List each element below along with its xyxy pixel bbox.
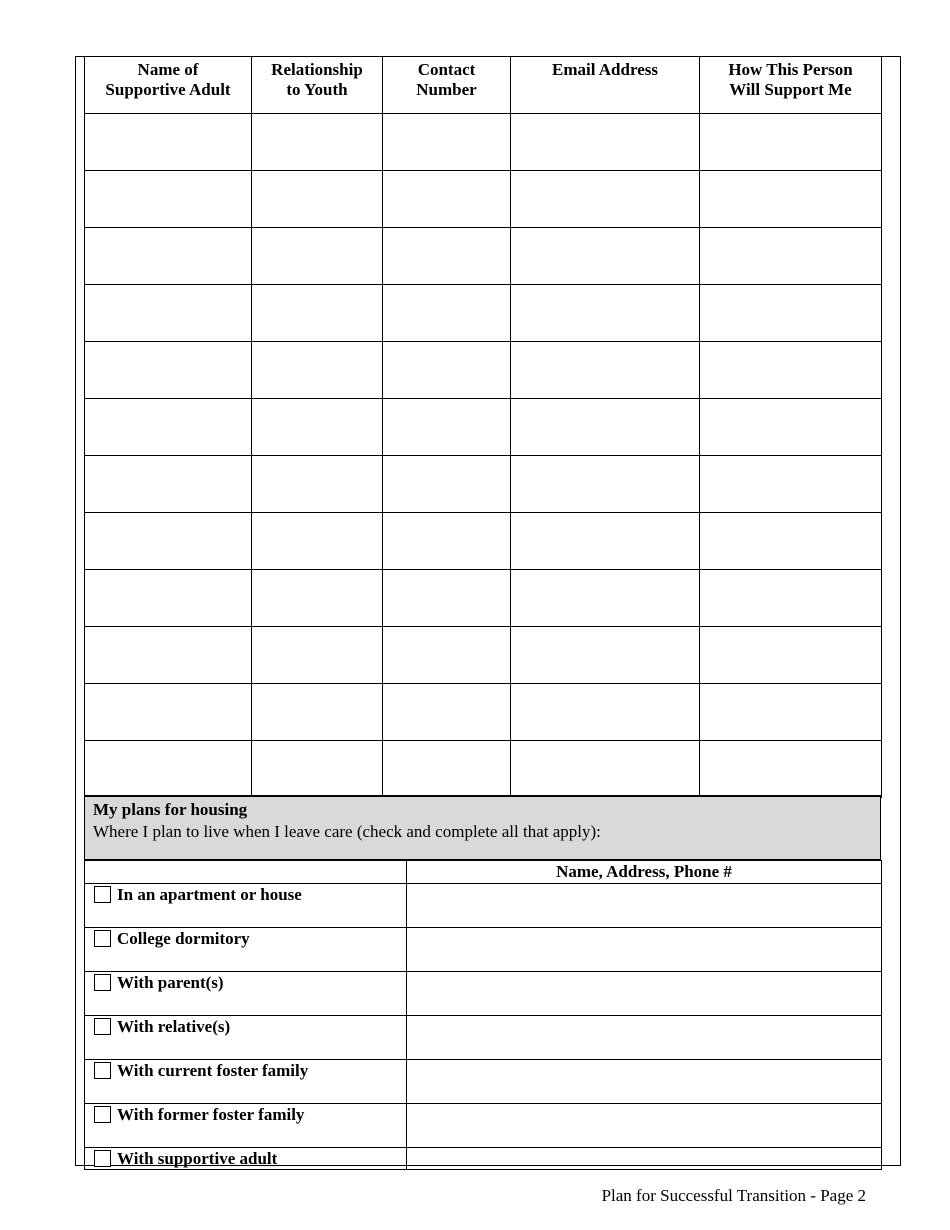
fillable-cell[interactable] bbox=[511, 570, 700, 627]
fillable-cell[interactable] bbox=[252, 285, 383, 342]
table-row bbox=[85, 399, 882, 456]
housing-option-row bbox=[85, 1148, 882, 1170]
fillable-cell[interactable] bbox=[85, 627, 252, 684]
fillable-cell[interactable] bbox=[511, 741, 700, 798]
header-relationship: Relationship to Youth bbox=[252, 57, 383, 114]
fillable-cell[interactable] bbox=[85, 741, 252, 798]
fillable-cell[interactable] bbox=[700, 399, 882, 456]
housing-title: My plans for housing bbox=[93, 800, 248, 819]
fillable-cell[interactable] bbox=[383, 456, 511, 513]
fillable-cell[interactable] bbox=[383, 228, 511, 285]
fillable-cell[interactable] bbox=[700, 513, 882, 570]
fillable-cell[interactable] bbox=[511, 228, 700, 285]
checkbox[interactable] bbox=[94, 974, 111, 991]
fillable-cell[interactable] bbox=[700, 627, 882, 684]
fillable-cell[interactable] bbox=[383, 114, 511, 171]
housing-instruction: Where I plan to live when I leave care (check and complete all that apply): bbox=[93, 822, 601, 841]
table-row bbox=[85, 342, 882, 399]
table-row bbox=[85, 171, 882, 228]
housing-option-row bbox=[85, 884, 882, 928]
table-row bbox=[85, 627, 882, 684]
fillable-cell[interactable] bbox=[383, 171, 511, 228]
fillable-cell[interactable] bbox=[700, 342, 882, 399]
checkbox[interactable] bbox=[94, 1062, 111, 1079]
fillable-cell[interactable] bbox=[85, 399, 252, 456]
fillable-cell[interactable] bbox=[383, 513, 511, 570]
fillable-cell[interactable] bbox=[252, 228, 383, 285]
fillable-cell[interactable] bbox=[252, 342, 383, 399]
fillable-cell[interactable] bbox=[383, 570, 511, 627]
fillable-cell[interactable] bbox=[700, 285, 882, 342]
fillable-cell[interactable] bbox=[252, 114, 383, 171]
fillable-cell[interactable] bbox=[511, 285, 700, 342]
supportive-adults-section bbox=[84, 56, 881, 798]
checkbox[interactable] bbox=[94, 886, 111, 903]
table-row bbox=[85, 570, 882, 627]
fillable-cell[interactable] bbox=[700, 171, 882, 228]
fillable-cell[interactable] bbox=[511, 171, 700, 228]
fillable-cell[interactable] bbox=[383, 399, 511, 456]
housing-option-row bbox=[85, 1104, 882, 1148]
header-support: How This Person Will Support Me bbox=[700, 57, 882, 114]
fillable-cell[interactable] bbox=[511, 114, 700, 171]
table-row bbox=[85, 741, 882, 798]
fillable-cell[interactable] bbox=[383, 741, 511, 798]
fillable-cell[interactable] bbox=[252, 456, 383, 513]
fillable-cell[interactable] bbox=[85, 513, 252, 570]
housing-details-field[interactable] bbox=[407, 1148, 882, 1170]
housing-section-header bbox=[84, 795, 881, 860]
housing-details-field[interactable] bbox=[407, 972, 882, 1016]
fillable-cell[interactable] bbox=[700, 684, 882, 741]
fillable-cell[interactable] bbox=[383, 285, 511, 342]
fillable-cell[interactable] bbox=[511, 399, 700, 456]
fillable-cell[interactable] bbox=[85, 456, 252, 513]
table-row bbox=[85, 456, 882, 513]
checkbox[interactable] bbox=[94, 930, 111, 947]
housing-header-row bbox=[85, 861, 882, 884]
fillable-cell[interactable] bbox=[85, 570, 252, 627]
housing-details-field[interactable] bbox=[407, 884, 882, 928]
header-contact: Contact Number bbox=[383, 57, 511, 114]
table-row bbox=[85, 684, 882, 741]
table-header-row bbox=[85, 57, 882, 114]
housing-option-label: College dormitory bbox=[117, 929, 250, 948]
housing-option-row bbox=[85, 1060, 882, 1104]
fillable-cell[interactable] bbox=[511, 513, 700, 570]
fillable-cell[interactable] bbox=[85, 114, 252, 171]
fillable-cell[interactable] bbox=[700, 741, 882, 798]
housing-details-field[interactable] bbox=[407, 928, 882, 972]
fillable-cell[interactable] bbox=[252, 570, 383, 627]
fillable-cell[interactable] bbox=[700, 456, 882, 513]
table-row bbox=[85, 513, 882, 570]
table-row bbox=[85, 114, 882, 171]
page-footer: Plan for Successful Transition - Page 2 bbox=[601, 1186, 866, 1205]
housing-details-header: Name, Address, Phone # bbox=[407, 861, 882, 884]
fillable-cell[interactable] bbox=[383, 684, 511, 741]
fillable-cell[interactable] bbox=[700, 570, 882, 627]
fillable-cell[interactable] bbox=[252, 513, 383, 570]
header-name: Name of Supportive Adult bbox=[85, 57, 252, 114]
housing-option-label: With current foster family bbox=[117, 1061, 309, 1080]
fillable-cell[interactable] bbox=[85, 228, 252, 285]
fillable-cell[interactable] bbox=[85, 684, 252, 741]
fillable-cell[interactable] bbox=[252, 399, 383, 456]
fillable-cell[interactable] bbox=[85, 171, 252, 228]
housing-option-row bbox=[85, 1016, 882, 1060]
housing-option-label: In an apartment or house bbox=[117, 885, 302, 904]
fillable-cell[interactable] bbox=[511, 342, 700, 399]
fillable-cell[interactable] bbox=[700, 114, 882, 171]
fillable-cell[interactable] bbox=[511, 456, 700, 513]
supportive-adults-table bbox=[84, 56, 882, 798]
header-email: Email Address bbox=[511, 57, 700, 114]
checkbox[interactable] bbox=[94, 1018, 111, 1035]
housing-option-label: With supportive adult bbox=[117, 1149, 278, 1168]
fillable-cell[interactable] bbox=[252, 627, 383, 684]
fillable-cell[interactable] bbox=[511, 627, 700, 684]
fillable-cell[interactable] bbox=[383, 342, 511, 399]
checkbox[interactable] bbox=[94, 1106, 111, 1123]
housing-option-row bbox=[85, 972, 882, 1016]
housing-details-field[interactable] bbox=[407, 1104, 882, 1148]
housing-options-table bbox=[84, 860, 882, 1170]
fillable-cell[interactable] bbox=[85, 285, 252, 342]
table-row bbox=[85, 285, 882, 342]
fillable-cell[interactable] bbox=[252, 741, 383, 798]
fillable-cell[interactable] bbox=[252, 684, 383, 741]
table-row bbox=[85, 228, 882, 285]
housing-option-label: With parent(s) bbox=[117, 973, 224, 992]
fillable-cell[interactable] bbox=[85, 342, 252, 399]
housing-option-row bbox=[85, 928, 882, 972]
fillable-cell[interactable] bbox=[252, 171, 383, 228]
housing-option-label: With relative(s) bbox=[117, 1017, 231, 1036]
housing-details-field[interactable] bbox=[407, 1016, 882, 1060]
fillable-cell[interactable] bbox=[383, 627, 511, 684]
fillable-cell[interactable] bbox=[700, 228, 882, 285]
checkbox[interactable] bbox=[94, 1150, 111, 1167]
housing-details-field[interactable] bbox=[407, 1060, 882, 1104]
fillable-cell[interactable] bbox=[511, 684, 700, 741]
housing-option-label: With former foster family bbox=[117, 1105, 305, 1124]
